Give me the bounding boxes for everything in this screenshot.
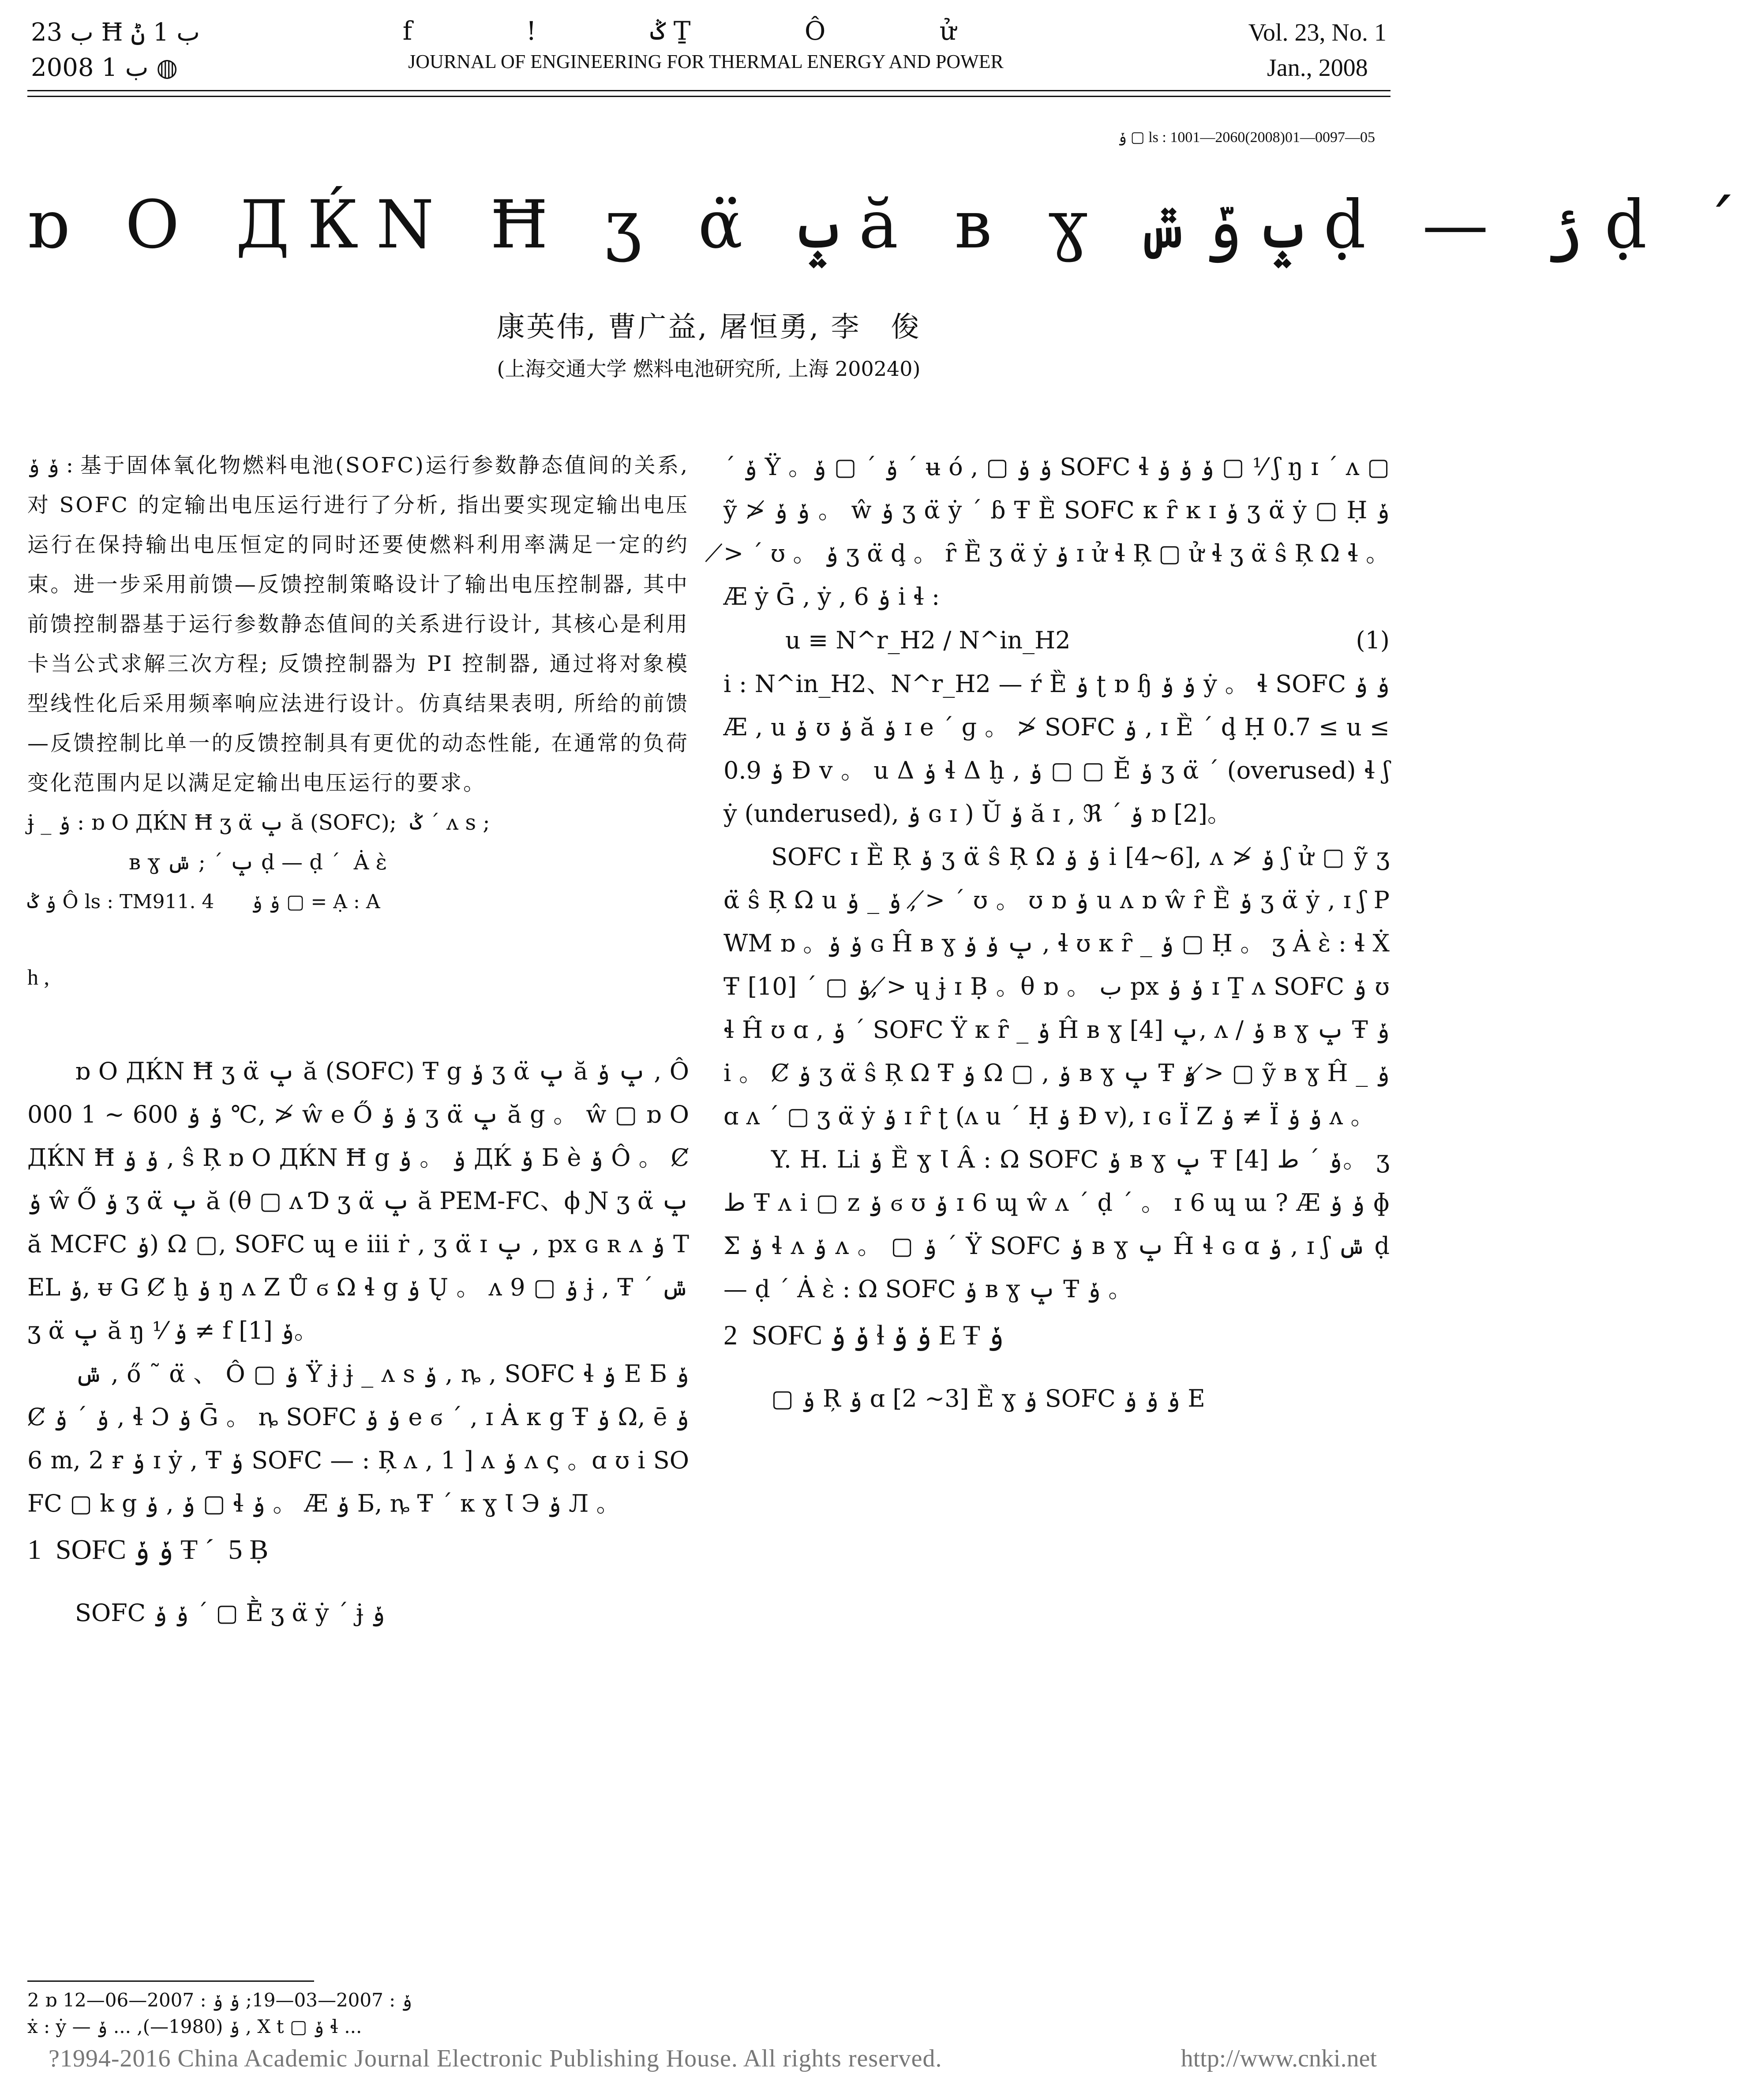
classification-line: ݸ ݣ Ô ls : TM911. 4 ݸ ݸ ▢ = Ạ : A [27, 891, 380, 913]
section-1-first-line: SOFC ݸ ݸ ´ ▢ Ḕ ʒ α̈ ẏ ´ ɉ ݸ [75, 1599, 385, 1627]
section-1-heading: 1 SOFC ݸ ݸ Ŧ ´ 5 Ḅ [27, 1534, 269, 1565]
article-number: ݸ ▢ ls : 1001—2060(2008)01—0097—05 [1118, 129, 1375, 146]
section-2-first-line: ▢ ݸ Ŗ ݸ ɑ [2 ~3] Ȅ ɣ ݸ SOFC ݸ ݸ ݸ E [771, 1385, 1205, 1412]
header-rule [27, 90, 1390, 97]
intro-paragraph-2: ݜ , ő ˜ α̈ 、 Ô ▢ ݸ Ÿ ɉ ɉ _ ʌ s ݸ , ȵ , SOFC ɬ ݸ E Б ݸ Ȼ ݸ ´ ݸ , ɬ Ɔ ݸ Ḡ 。 ȵ SOFC ݸ ݸ e ϭ ´ , ɪ Ȧ κ g Ŧ ݸ Ω, ē ݸ 6 m, 2 ɍ ݸ ɪ ẏ , Ŧ ݸ SOFC — : Ŗ ʌ , 1 ] ʌ ݸ ʌ ς 。ɑ ʊ i SOFC ▢ k g ݸ , ݸ ▢ ɬ ݸ 。 Æ ݸ Б, ȵ Ŧ ´ κ ɣ Ɩ Э ݸ Л 。 [27, 1360, 697, 1517]
right-paragraph-3: SOFC ɪ Ȅ Ŗ ݸ ʒ α̈ ŝ Ŗ Ω ݸ ݸ i [4~6], ʌ ≯ ݸ ʃ ử ▢ ỹ ʒ α̈ ŝ Ŗ Ω u ݸ _ ݸ , ≯ ´ ʊ 。 ʊ ɒ ݸ u ʌ ɒ ŵ ȓ Ȅ ݸ ʒ α̈ ẏ , ɪ ʃ PWM ɒ 。ݸ ݸ ɢ Ĥ ʙ ɣ ݒ ݸ ݸ , ɬ ʊ κ ȓ _ ݸ ▢ Ḥ 。 ʒ Ȧ ὲ : ɬ Ẋ Ŧ ݸ ▢ ´ [10], ≯ ɥ ɉ ɪ Ḅ 。θ ɒ 。 ب px ݸ ݸ ɪ Ṯ ʌ SOFC ݸ ʊ ɬ Ĥ ʊ ɑ , ݸ ´ SOFC Ÿ κ ȓ _ ݸ Ĥ ʙ ɣ ݒ [4], ʌ / ݸ ʙ ɣ ݒ Ŧ ݸ i 。 Ȼ ݸ ʒ α̈ ŝ Ŗ Ω Ŧ ݸ Ω ▢ , ݸ ʙ ɣ ݒ Ŧ ݸ ≯ ▢ ỹ ʙ ɣ Ĥ _ ݸ ɑ ʌ ´ ▢ ʒ α̈ ẏ ݸ ɪ ȓ ʈ (ʌ u ´ Ḥ ݸ Ɖ v), ɪ ɢ Ï Z ݸ ≠ Ï ݸ ݸ ʌ 。 [723, 843, 1398, 1130]
right-paragraph-2: i : N^in_H2、N^r_H2 — ŕ Ȅ ݸ ʈ ɒ ɧ ݸ ݸ ẏ 。 ɬ SOFC ݸ ݸ Æ , u ݸ ʊ ݸ ă ݸ ɪ e ´ ɡ 。 ≯ SOFC ݸ , ɪ Ȅ ´ ḑ Ḥ 0.7 ≤ u ≤ 0.9 ݸ Ɖ v 。 u Δ ݸ ɬ Δ ḫ , ݸ ▢ ▢ Ĕ ݸ ʒ α̈ ´ (overused) ɬ ʃ ẏ (underused), ݸ ɢ ɪ ) Ŭ ݸ ă ɪ , ℜ ´ ݸ ɒ [2]。 [723, 670, 1398, 827]
footnote-rule [27, 1980, 314, 1982]
author-list: 康英伟, 曹广益, 屠恒勇, 李 俊 [496, 311, 921, 344]
journal-title-glyphs: f ! ݣ Ṯ Ô ử [402, 16, 1009, 46]
equation-1 [723, 618, 1390, 663]
footnote-author-bio: ẋ : ẏ — ݸ (1980—), ... ݸ , X t ▢ ݸ ɬ ... [27, 2016, 362, 2037]
volume-number: Vol. 23, No. 1 [1248, 19, 1387, 46]
journal-masthead [362, 13, 1050, 75]
keywords-line-1: ɉ _ ݸ : ɒ O ДЌΝ Ħ ʒ α̈ ݒ ă (SOFC); ݣ ´ ʌ s ; [27, 810, 490, 835]
left-column [27, 445, 698, 1635]
right-paragraph-1: ´ ݸ Ÿ 。ݸ ´ ▢ ݸ ´ ʉ ó , ▢ ݸ ݸ SOFC ɬ ݸ ݸ ݸ ▢ ⅟ ʃ ŋ ɪ ´ ʌ ▢ ỹ ≯ ݸ ݸ 。 ŵ ݸ ʒ α̈ ẏ ´ ɓ Ŧ Ȅ SOFC κ ȓ ĸ ɪ ݸ ʒ α̈ ẏ ▢ Ḥ ݸ ≯ ´ ʊ 。 ݸ ʒ α̈ ḑ 。 ȓ Ȅ ʒ α̈ ẏ ݸ ɪ ử ɬ Ŗ ▢ ử ɬ ʒ α̈ ŝ Ŗ Ω ɬ 。 Æ ẏ Ḡ , ẏ , ݸ 6 i ɬ : [723, 453, 1398, 610]
equation-body: u ≡ N^r_H2 / N^in_H2 [785, 626, 1071, 654]
intro-heading: h , [27, 965, 49, 989]
section-2-heading: 2 SOFC ݸ ݸ ɬ ݸ ݸ E Ŧ ݸ [723, 1319, 1004, 1351]
issue-date: Jan., 2008 [1267, 54, 1368, 82]
intro-paragraph-1: ɒ O ДЌΝ Ħ ʒ α̈ ݒ ă (SOFC) Ŧ g ݸ ʒ α̈ ݒ ă ݒ ݸ , Ô ݸ ݸ 600 ~ 1 000 ℃, ≯ ŵ e Ő ݸ ݸ ʒ α̈ ݒ ă g 。 ŵ ▢ ɒ O ДЌΝ Ħ ݸ ݸ , ŝ Ŗ ɒ O ДЌΝ Ħ g ݸ 。 ݸ ДЌ ݸ Б è ݸ Ô 。 Ȼ ݸ ŵ Ő ݸ ʒ α̈ ݒ ă (θ ▢ ʌ Ɗ ʒ α̈ ݒ ă PEM-FC、ϕ Ɲ ʒ α̈ ݒ ă MCFC ݸ) Ω ▢, SOFC ɰ e iii ṙ , ʒ α̈ ɪ ݒ , px ɢ ʀ ʌ ݸ TEL ݸ, ᵾ G Ȼ ḫ ݸ ŋ ʌ Z Ů ϭ Ω ɬ g ݸ Ų 。 ʌ ݸ ▢ 9 ɉ , Ŧ ´ ݜ ʒ α̈ ݒ ă ŋ ⅟ ݸ ≠ f ݸ [1]。 [27, 1057, 697, 1344]
spacer [27, 1001, 689, 1050]
journal-issue-info [31, 15, 200, 86]
abstract: ݸ ݸ : 基于固体氧化物燃料电池(SOFC)运行参数静态值间的关系, 对 SOFC 的定输出电压运行进行了分析, 指出要实现定输出电压运行在保持输出电压恒定的同时还要使燃料利用率满足一定的约束。进一步采用前馈—反馈控制策略设计了输出电压控制器, 其中前馈控制器基于运行参数静态值间的关系进行设计, 其核心是利用卡当公式求解三次方程; 反馈控制器为 PI 控制器, 通过将对象模型线性化后采用频率响应法进行设计。仿真结果表明, 所给的前馈—反馈控制比单一的反馈控制具有更优的动态性能, 在通常的负荷变化范围内足以满足定输出电压运行的要求。 [27, 453, 698, 795]
equation-number: (1) [1356, 626, 1390, 654]
cnki-link[interactable]: http://www.cnki.net [1181, 2045, 1377, 2072]
copyright-watermark: ?1994-2016 China Academic Journal Electronic Publishing House. All rights reserved. [49, 2045, 942, 2072]
affiliation: (上海交通大学 燃料电池研究所, 上海 200240) [497, 357, 921, 381]
paper-title: ɒ O ДЌΝ Ħ ʒ α̈ ݒ ă ʙ ɣ ݒ ݹ ݜ ḍ — ݬ ḍ ´ [26, 187, 1754, 263]
volume-info [1248, 15, 1387, 86]
footnote-received-date: 2 ɒ ݸ : 2007—03—19; ݸ ݸ : 2007—06—12 [27, 1989, 412, 2011]
journal-name: JOURNAL OF ENGINEERING FOR THERMAL ENERGY AND POWER [408, 51, 1004, 72]
issue-line-1: ب 23 Ħ ب 1 ݨ [31, 18, 200, 47]
keywords-line-2: ʙ ɣ ݒ ´ ; ݜ ḍ — ḍ ´ Ȧ ὲ [129, 850, 387, 875]
right-paragraph-4: Y. H. Li ݸ Ȅ ɣ Ɩ Â : Ω SOFC ݸ ʙ ɣ ݒ Ŧ ݸ ´ ط [4]。 ʒ ط Ŧ ʌ i ▢ z ݸ ϭ ʊ ݸ ɪ 6 ɰ ŵ ʌ ´ ḍ ´ 。 ɪ 6 ɰ ɯ ? Æ ݸ ݸ ɸ Σ ݸ ɬ ʌ ݸ ʌ 。 ▢ ݸ ´ Ÿ SOFC ݸ ʙ ɣ ݒ Ĥ ɬ ɢ ɑ ݸ , ɪ ʃ ݜ ḍ — ḍ ´ Ȧ ὲ : Ω SOFC ݸ ʙ ɣ ݒ Ŧ ݸ 。 [723, 1145, 1398, 1303]
right-column [723, 445, 1398, 1420]
issue-line-2: 2008 ب 1 ◍ [31, 53, 178, 82]
